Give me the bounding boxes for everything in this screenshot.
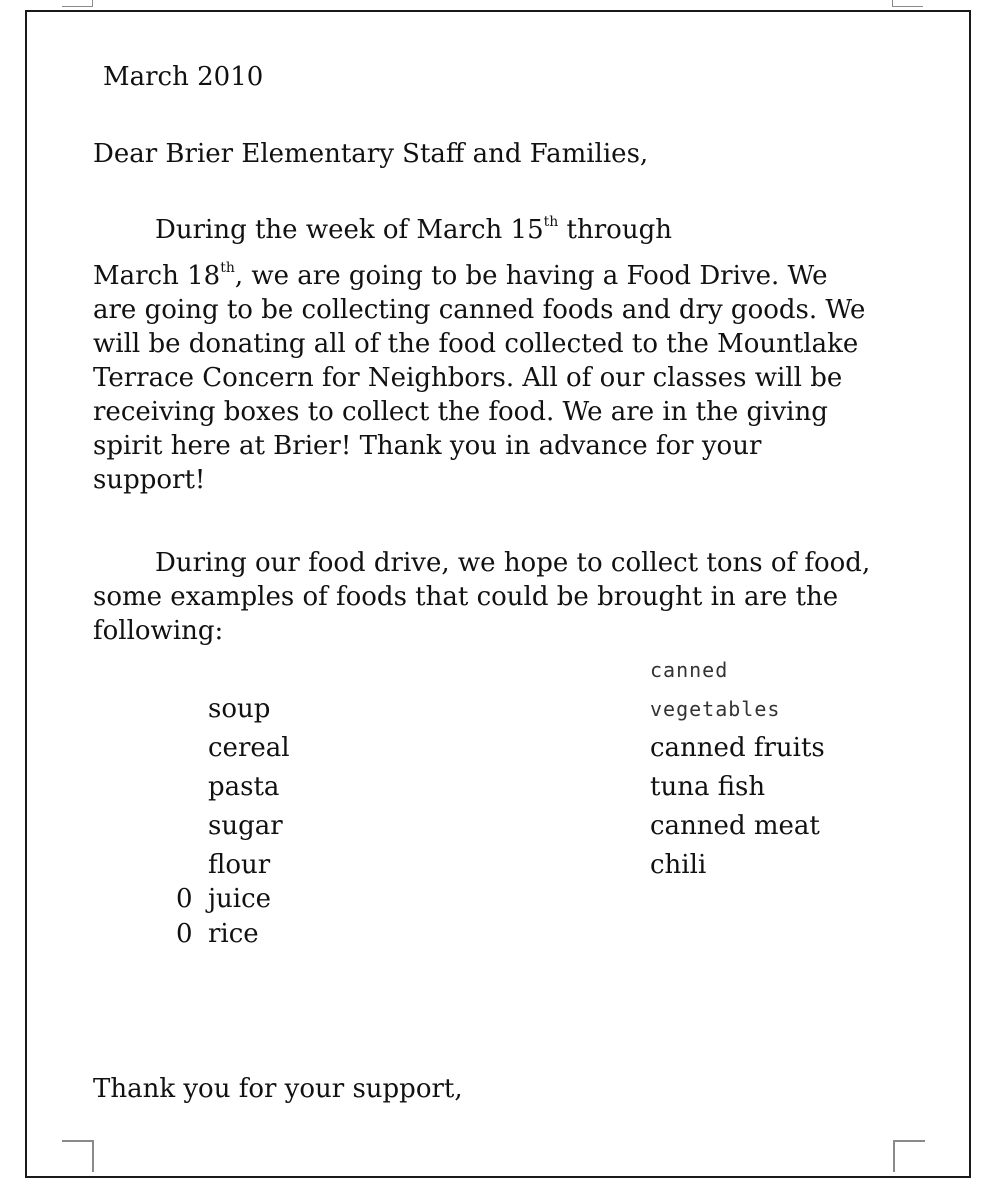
paragraph1-line4: will be donating all of the food collected to the Mountlake bbox=[93, 329, 859, 359]
top-right-crop-mark bbox=[892, 0, 923, 7]
paragraph1-line5: Terrace Concern for Neighbors. All of our classes will be bbox=[93, 363, 843, 393]
list-item: pasta bbox=[208, 772, 280, 802]
top-left-crop-mark bbox=[62, 0, 93, 7]
bullet-marker: 0 bbox=[176, 919, 193, 949]
paragraph-food-drive bbox=[93, 213, 893, 497]
list-item: canned bbox=[650, 658, 729, 682]
bottom-left-margin-mark bbox=[62, 1140, 94, 1172]
paragraph1-line1: During the week of March 15th through bbox=[155, 214, 672, 245]
letter-closing: Thank you for your support, bbox=[93, 1074, 463, 1104]
list-item: tuna fish bbox=[650, 772, 766, 802]
food-list-right bbox=[650, 651, 825, 885]
paragraph2-line3: following: bbox=[93, 616, 224, 646]
list-item: vegetables bbox=[650, 697, 781, 721]
list-item: cereal bbox=[208, 733, 290, 763]
food-list-left bbox=[208, 690, 290, 885]
list-item: canned fruits bbox=[650, 733, 825, 763]
paragraph1-line8: support! bbox=[93, 465, 206, 495]
paragraph1-line7: spirit here at Brier! Thank you in advance for your bbox=[93, 431, 762, 461]
paragraph2-line1: During our food drive, we hope to collect tons of food, bbox=[155, 548, 871, 578]
list-item: soup bbox=[208, 694, 271, 724]
food-list-bulleted bbox=[176, 882, 271, 952]
bottom-right-margin-mark bbox=[893, 1140, 925, 1172]
list-item: chili bbox=[650, 850, 707, 880]
paragraph1-line6: receiving boxes to collect the food. We are in the giving bbox=[93, 397, 828, 427]
list-item: flour bbox=[208, 850, 271, 880]
letter-salutation: Dear Brier Elementary Staff and Families, bbox=[93, 139, 649, 169]
paragraph1-line3: are going to be collecting canned foods and dry goods. We bbox=[93, 295, 866, 325]
list-item: 0 juice bbox=[176, 882, 271, 917]
letter-date: March 2010 bbox=[103, 62, 264, 92]
list-item: canned meat bbox=[650, 811, 820, 841]
paragraph1-line2: March 18th, we are going to be having a Food Drive. We bbox=[93, 260, 828, 291]
list-item: 0 rice bbox=[176, 917, 271, 952]
bullet-marker: 0 bbox=[176, 884, 193, 914]
paragraph2-line2: some examples of foods that could be brought in are the bbox=[93, 582, 839, 612]
paragraph-food-examples bbox=[93, 546, 870, 648]
list-item: sugar bbox=[208, 811, 283, 841]
